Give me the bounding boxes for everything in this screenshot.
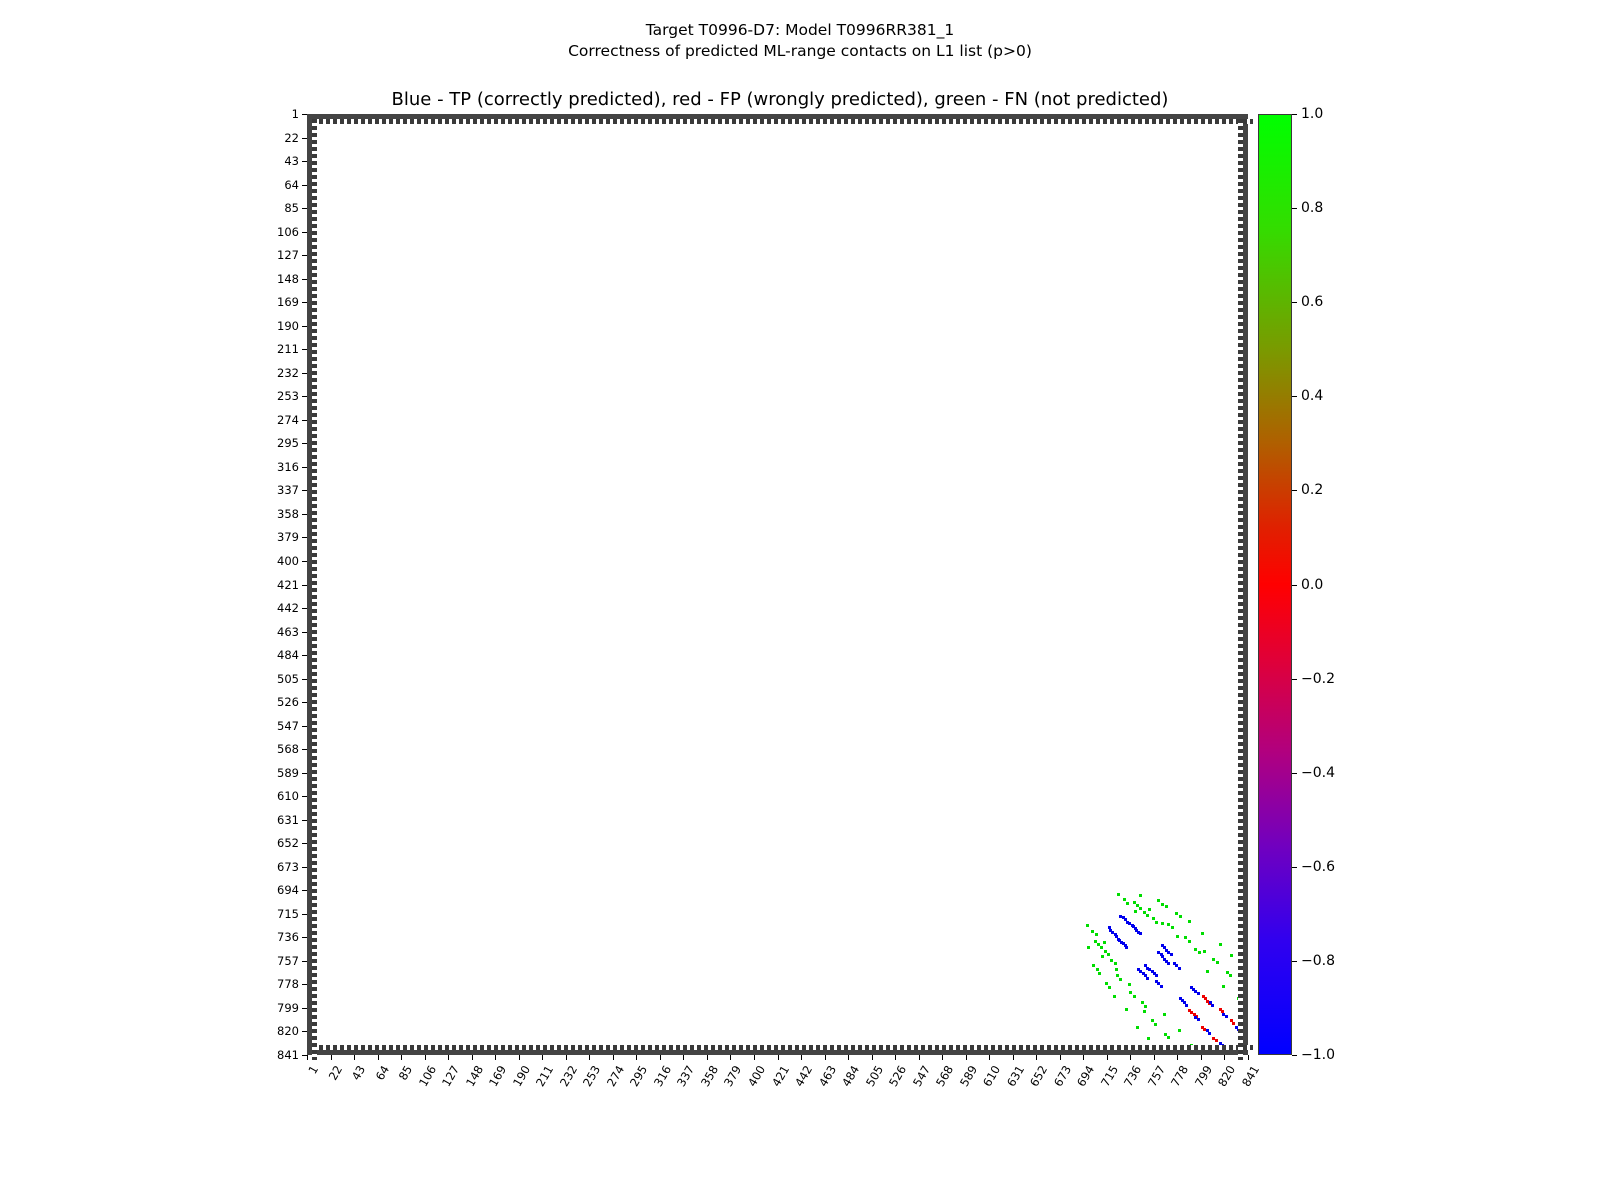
y-tick-mark — [302, 514, 307, 515]
x-tick-mark — [778, 1055, 779, 1060]
contact-point-fn — [1206, 970, 1209, 973]
colorbar-tick-label: −0.8 — [1301, 952, 1335, 969]
figure-title — [0, 20, 1600, 62]
x-tick-label: 694 — [1074, 1063, 1098, 1090]
y-tick-label: 358 — [277, 506, 299, 521]
colorbar-tick-label: −0.2 — [1301, 670, 1335, 687]
y-tick-mark — [302, 843, 307, 844]
contact-point-tp — [1221, 1044, 1224, 1047]
x-tick-mark — [754, 1055, 755, 1060]
x-tick-mark — [801, 1055, 802, 1060]
contact-point-fn — [1133, 995, 1136, 998]
figure-legend-text: Blue - TP (correctly predicted), red - FP (wrongly predicted), green - FN (not predicted) — [391, 89, 1169, 110]
contact-point-fn — [1119, 978, 1122, 981]
contact-point-fn — [1103, 941, 1106, 944]
colorbar — [1258, 114, 1292, 1055]
x-tick-mark — [566, 1055, 567, 1060]
x-tick-mark — [331, 1055, 332, 1060]
y-tick-mark — [302, 585, 307, 586]
contact-point-fn — [1101, 955, 1104, 958]
colorbar-tick-label: 0.6 — [1301, 294, 1324, 311]
contact-point-tp — [1178, 967, 1181, 970]
y-tick-mark — [302, 467, 307, 468]
contact-point-fn — [1113, 995, 1116, 998]
contact-point-fn — [1155, 921, 1158, 924]
contact-point-tp — [1170, 953, 1173, 956]
y-tick-mark — [302, 608, 307, 609]
y-tick-mark — [302, 632, 307, 633]
figure-title-line1: Target T0996-D7: Model T0996RR381_1 — [645, 21, 955, 39]
contact-point-fn — [1201, 932, 1204, 935]
contact-point-fn — [1167, 1036, 1170, 1039]
contact-point-fn — [1237, 997, 1240, 1000]
x-tick-label: 85 — [395, 1063, 416, 1083]
x-tick-label: 232 — [556, 1063, 580, 1090]
y-tick-mark — [302, 185, 307, 186]
x-tick-label: 589 — [956, 1063, 980, 1090]
colorbar-tick-label: 0.0 — [1301, 576, 1324, 593]
x-tick-mark — [1083, 1055, 1084, 1060]
contact-point-fn — [1139, 894, 1142, 897]
x-tick-mark — [989, 1055, 990, 1060]
y-tick-mark — [302, 420, 307, 421]
x-tick-label: 673 — [1050, 1063, 1074, 1090]
x-tick-mark — [1248, 1055, 1249, 1060]
x-tick-label: 22 — [325, 1063, 345, 1083]
x-tick-label: 190 — [509, 1063, 533, 1090]
y-tick-mark — [302, 537, 307, 538]
y-tick-mark — [302, 302, 307, 303]
x-tick-label: 715 — [1097, 1063, 1121, 1090]
x-tick-mark — [1013, 1055, 1014, 1060]
y-tick-mark — [302, 326, 307, 327]
x-tick-mark — [378, 1055, 379, 1060]
x-tick-label: 127 — [439, 1063, 463, 1090]
y-tick-label: 295 — [277, 436, 299, 451]
contact-point-fn — [1125, 1008, 1128, 1011]
contact-point-tp — [1197, 992, 1200, 995]
x-tick-label: 274 — [603, 1063, 627, 1090]
contact-point-fn — [1095, 933, 1098, 936]
x-tick-label: 64 — [372, 1063, 392, 1083]
x-tick-label: 820 — [1215, 1063, 1239, 1090]
x-tick-mark — [1154, 1055, 1155, 1060]
contact-point-tp — [1146, 977, 1149, 980]
y-tick-mark — [302, 937, 307, 938]
colorbar-tick-label: −1.0 — [1301, 1047, 1335, 1063]
figure-title-line2: Correctness of predicted ML-range contacts on L1 list (p>0) — [568, 42, 1032, 60]
x-tick-label: 316 — [650, 1063, 674, 1090]
y-tick-label: 652 — [277, 836, 299, 851]
x-tick-mark — [825, 1055, 826, 1060]
colorbar-tick-label: 0.2 — [1301, 482, 1324, 499]
y-tick-label: 379 — [277, 530, 299, 545]
y-tick-label: 841 — [277, 1048, 299, 1062]
contact-point-tp — [1225, 1015, 1228, 1018]
contact-point-fn — [1114, 962, 1117, 965]
x-tick-label: 841 — [1239, 1063, 1263, 1090]
y-tick-label: 673 — [277, 859, 299, 874]
contact-point-fn — [1148, 908, 1151, 911]
colorbar-tick-mark — [1292, 679, 1297, 680]
x-tick-mark — [401, 1055, 402, 1060]
y-tick-mark — [302, 914, 307, 915]
x-tick-label: 505 — [862, 1063, 886, 1090]
contact-point-fn — [1190, 1044, 1193, 1047]
x-tick-mark — [730, 1055, 731, 1060]
contact-point-fn — [1176, 935, 1179, 938]
y-tick-label: 484 — [277, 648, 299, 663]
y-tick-label: 148 — [277, 271, 299, 286]
y-tick-label: 211 — [277, 342, 299, 357]
contact-point-tp — [1197, 1018, 1200, 1021]
contact-map-plot-area — [307, 114, 1248, 1055]
colorbar-tick-label: 0.8 — [1301, 200, 1324, 217]
contact-point-fn — [1108, 986, 1111, 989]
contact-point-fn — [1146, 914, 1149, 917]
y-tick-label: 589 — [277, 765, 299, 780]
y-tick-mark — [302, 255, 307, 256]
x-tick-mark — [942, 1055, 943, 1060]
y-tick-label: 631 — [277, 812, 299, 827]
x-tick-label: 526 — [886, 1063, 910, 1090]
x-tick-mark — [683, 1055, 684, 1060]
y-tick-mark — [302, 796, 307, 797]
y-tick-label: 694 — [277, 883, 299, 898]
y-tick-mark — [302, 867, 307, 868]
x-tick-label: 337 — [674, 1063, 698, 1090]
colorbar-tick-label: −0.6 — [1301, 858, 1335, 875]
contact-point-tp — [1160, 985, 1163, 988]
colorbar-tick-mark — [1292, 867, 1297, 868]
y-tick-label: 232 — [277, 365, 299, 380]
x-tick-label: 43 — [348, 1063, 369, 1083]
x-tick-mark — [966, 1055, 967, 1060]
contact-point-fn — [1229, 974, 1232, 977]
colorbar-tick-label: 0.4 — [1301, 388, 1324, 405]
x-tick-mark — [589, 1055, 590, 1060]
x-tick-mark — [354, 1055, 355, 1060]
contact-point-fn — [1161, 922, 1164, 925]
x-tick-mark — [707, 1055, 708, 1060]
colorbar-tick-mark — [1292, 114, 1297, 115]
contact-point-tp — [1139, 932, 1142, 935]
y-tick-mark — [302, 773, 307, 774]
y-tick-label: 736 — [277, 930, 299, 945]
x-tick-label: 463 — [815, 1063, 839, 1090]
x-tick-mark — [448, 1055, 449, 1060]
contact-point-tp — [1208, 1032, 1211, 1035]
x-tick-label: 442 — [792, 1063, 816, 1090]
x-tick-mark — [425, 1055, 426, 1060]
x-tick-mark — [636, 1055, 637, 1060]
contact-point-tp — [1167, 962, 1170, 965]
colorbar-tick-mark — [1292, 302, 1297, 303]
y-tick-label: 442 — [277, 601, 299, 616]
x-tick-label: 610 — [980, 1063, 1004, 1090]
x-tick-mark — [1130, 1055, 1131, 1060]
colorbar-tick-mark — [1292, 585, 1297, 586]
y-tick-label: 778 — [277, 977, 299, 992]
x-tick-label: 421 — [768, 1063, 792, 1090]
contact-point-fn — [1178, 1029, 1181, 1032]
contact-point-tp — [1237, 1028, 1240, 1031]
x-tick-label: 568 — [933, 1063, 957, 1090]
colorbar-tick-mark — [1292, 490, 1297, 491]
y-tick-label: 421 — [277, 577, 299, 592]
contact-point-fn — [1087, 946, 1090, 949]
y-tick-label: 274 — [277, 412, 299, 427]
contact-point-fn — [1128, 983, 1131, 986]
x-tick-mark — [1224, 1055, 1225, 1060]
contact-point-tp — [1185, 1004, 1188, 1007]
colorbar-tick-mark — [1292, 1055, 1297, 1056]
y-tick-mark — [302, 726, 307, 727]
y-tick-label: 715 — [277, 906, 299, 921]
contact-point-fn — [1165, 905, 1168, 908]
y-tick-label: 43 — [284, 154, 299, 169]
x-tick-label: 169 — [486, 1063, 510, 1090]
x-tick-mark — [1060, 1055, 1061, 1060]
x-tick-label: 400 — [744, 1063, 769, 1090]
x-tick-mark — [1036, 1055, 1037, 1060]
y-tick-mark — [302, 138, 307, 139]
y-tick-label: 316 — [277, 459, 299, 474]
contact-point-fn — [1171, 926, 1174, 929]
y-tick-label: 85 — [284, 201, 299, 216]
colorbar-tick-mark — [1292, 773, 1297, 774]
contact-point-fp — [1232, 1022, 1235, 1025]
y-tick-mark — [302, 396, 307, 397]
y-tick-mark — [302, 961, 307, 962]
x-tick-mark — [495, 1055, 496, 1060]
x-tick-label: 106 — [415, 1063, 439, 1090]
y-tick-mark — [302, 443, 307, 444]
x-tick-mark — [1201, 1055, 1202, 1060]
contact-point-fn — [1144, 1005, 1147, 1008]
x-tick-mark — [472, 1055, 473, 1060]
y-tick-label: 799 — [277, 1000, 299, 1015]
contact-point-fn — [1115, 968, 1118, 971]
y-tick-mark — [302, 490, 307, 491]
contact-point-fn — [1230, 954, 1233, 957]
y-tick-mark — [302, 349, 307, 350]
y-tick-mark — [302, 561, 307, 562]
contact-point-fn — [1154, 1023, 1157, 1026]
colorbar-tick-mark — [1292, 961, 1297, 962]
y-tick-label: 526 — [277, 695, 299, 710]
y-tick-mark — [302, 208, 307, 209]
contact-point-fn — [1161, 903, 1164, 906]
contact-point-tp — [1211, 1004, 1214, 1007]
x-tick-label: 379 — [721, 1063, 745, 1090]
contact-point-fn — [1222, 985, 1225, 988]
y-tick-label: 64 — [284, 177, 299, 192]
y-tick-mark — [302, 702, 307, 703]
x-tick-label: 148 — [462, 1063, 486, 1090]
contact-point-fp — [1215, 1039, 1218, 1042]
y-tick-label: 610 — [277, 789, 299, 804]
y-tick-mark — [302, 1031, 307, 1032]
x-tick-label: 799 — [1191, 1063, 1216, 1090]
x-tick-label: 547 — [909, 1063, 933, 1090]
x-tick-label: 253 — [580, 1063, 604, 1090]
y-tick-label: 820 — [277, 1024, 299, 1039]
y-tick-label: 106 — [277, 224, 299, 239]
x-tick-label: 1 — [305, 1063, 322, 1077]
x-tick-label: 757 — [1144, 1063, 1169, 1090]
contact-point-tp — [1155, 974, 1158, 977]
y-tick-label: 169 — [277, 295, 299, 310]
y-tick-mark — [302, 1008, 307, 1009]
x-tick-label: 631 — [1003, 1063, 1027, 1090]
x-tick-label: 736 — [1121, 1063, 1145, 1090]
y-tick-mark — [302, 679, 307, 680]
contact-point-fn — [1163, 1013, 1166, 1016]
y-tick-label: 1 — [291, 107, 299, 121]
y-tick-label: 22 — [284, 130, 299, 145]
contact-point-fn — [1107, 953, 1110, 956]
contact-point-fn — [1126, 902, 1129, 905]
y-tick-mark — [302, 114, 307, 115]
x-tick-mark — [919, 1055, 920, 1060]
contact-point-tp — [1125, 946, 1128, 949]
contact-point-fn — [1219, 943, 1222, 946]
x-tick-mark — [1177, 1055, 1178, 1060]
contact-point-fn — [1098, 972, 1101, 975]
x-tick-label: 484 — [839, 1063, 863, 1090]
y-tick-mark — [302, 749, 307, 750]
colorbar-tick-label: −0.4 — [1301, 764, 1335, 781]
x-tick-label: 358 — [697, 1063, 722, 1090]
contact-point-fn — [1216, 961, 1219, 964]
colorbar-tick-mark — [1292, 396, 1297, 397]
y-tick-mark — [302, 984, 307, 985]
y-tick-mark — [302, 232, 307, 233]
contact-point-fn — [1134, 910, 1137, 913]
x-tick-mark — [872, 1055, 873, 1060]
x-tick-mark — [613, 1055, 614, 1060]
y-tick-label: 757 — [277, 953, 299, 968]
y-tick-mark — [302, 279, 307, 280]
x-tick-mark — [307, 1055, 308, 1060]
contact-point-fn — [1203, 950, 1206, 953]
y-tick-label: 568 — [277, 742, 299, 757]
y-tick-mark — [302, 820, 307, 821]
contact-point-fn — [1188, 920, 1191, 923]
contact-point-fn — [1117, 893, 1120, 896]
x-tick-label: 211 — [533, 1063, 557, 1090]
contact-point-fn — [1147, 1037, 1150, 1040]
y-tick-label: 127 — [277, 248, 299, 263]
contact-point-fn — [1188, 940, 1191, 943]
contact-point-fn — [1136, 1026, 1139, 1029]
y-tick-mark — [302, 373, 307, 374]
y-tick-label: 505 — [277, 671, 299, 686]
contact-point-fn — [1086, 924, 1089, 927]
x-tick-label: 295 — [627, 1063, 651, 1090]
x-tick-mark — [848, 1055, 849, 1060]
contact-point-fn — [1179, 915, 1182, 918]
x-tick-mark — [895, 1055, 896, 1060]
colorbar-tick-mark — [1292, 208, 1297, 209]
contact-point-fn — [1096, 968, 1099, 971]
y-tick-mark — [302, 161, 307, 162]
x-tick-mark — [1107, 1055, 1108, 1060]
x-tick-mark — [660, 1055, 661, 1060]
y-tick-label: 190 — [277, 318, 299, 333]
y-tick-label: 253 — [277, 389, 299, 404]
x-tick-mark — [542, 1055, 543, 1060]
x-tick-label: 652 — [1027, 1063, 1051, 1090]
contact-point-fn — [1143, 1010, 1146, 1013]
y-tick-mark — [302, 890, 307, 891]
x-tick-label: 778 — [1168, 1063, 1192, 1090]
y-tick-label: 400 — [277, 553, 299, 568]
x-tick-mark — [519, 1055, 520, 1060]
y-tick-label: 547 — [277, 718, 299, 733]
contact-map-points-layer — [312, 119, 1243, 1050]
y-tick-label: 463 — [277, 624, 299, 639]
contact-point-fn — [1198, 951, 1201, 954]
colorbar-tick-label: 1.0 — [1301, 106, 1324, 122]
y-tick-mark — [302, 655, 307, 656]
y-tick-label: 337 — [277, 483, 299, 498]
